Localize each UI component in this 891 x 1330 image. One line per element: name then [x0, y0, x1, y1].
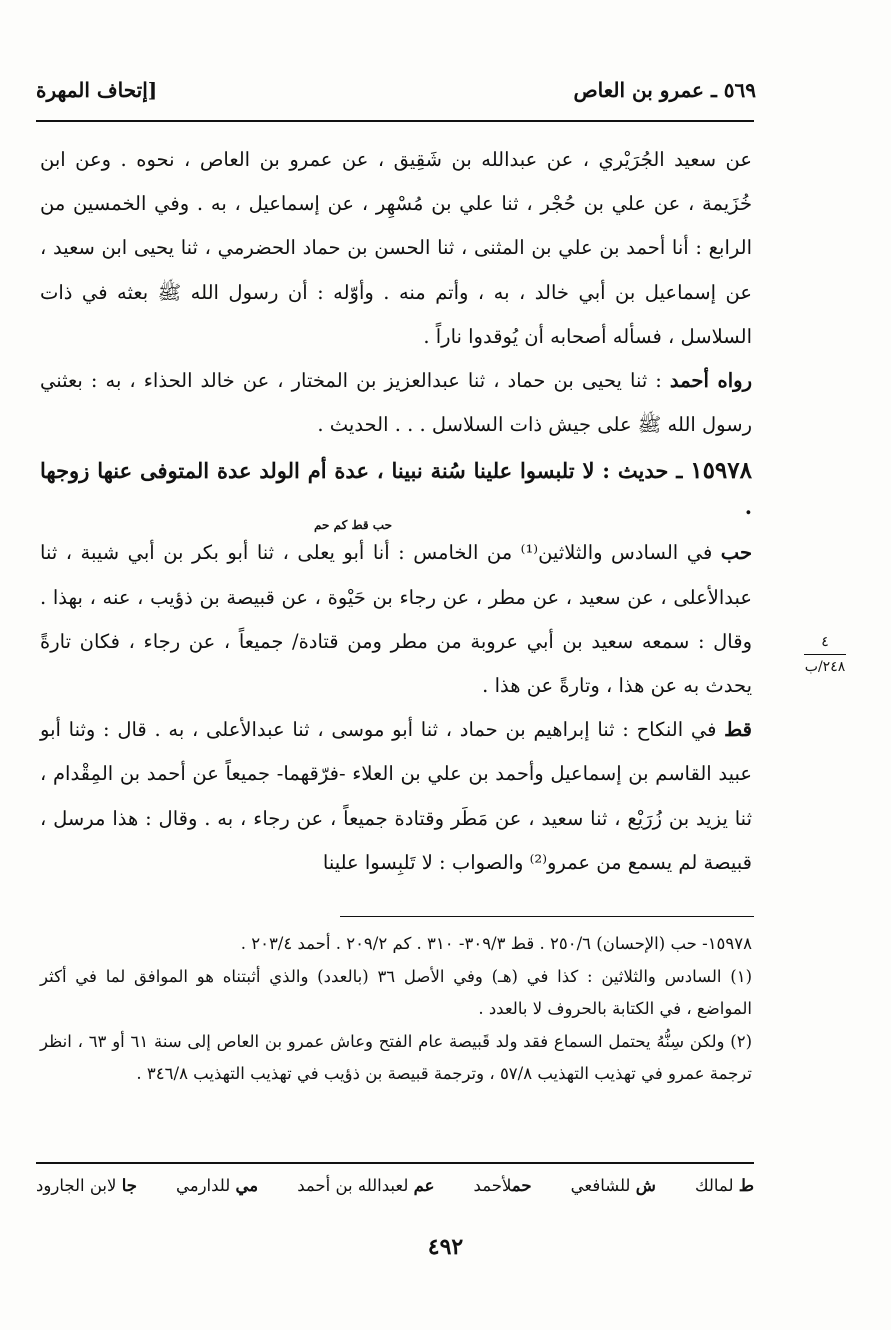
abbreviation-key	[36, 1176, 754, 1195]
margin-note	[795, 632, 855, 677]
paragraph-2-lead: رواه أحمد	[669, 369, 752, 393]
footnote-1: (١) السادس والثلاثين : كذا في (هـ) وفي الأصل ٣٦ (بالعدد) والذي أثبتناه هو الموافق لما في أكثر المواضع ، في الكتابة بالحروف لا بالعدد .	[40, 966, 753, 1018]
paragraph-3-lead: حب	[720, 541, 752, 565]
paragraph-3-text: في السادس والثلاثين⁽¹⁾ من الخامس : أنا أبو يعلى ، ثنا أبو بكر بن أبي شيبة ، ثنا عبدالأعلى ، عن سعيد ، عن مطر ، عن رجاء بن حَيْوة ، عن قبيصة بن ذؤيب ، عنه ، بهذا . وقال : سمعه سعيد بن أبي عروبة من مطر ومن قتادة/ جميعاً ، عن رجاء ، فكان تارةً يحدث به عن هذا ، وتارةً عن هذا .	[40, 541, 752, 698]
hadith-number: ١٥٩٧٨	[690, 457, 752, 485]
footnote-rule	[340, 916, 754, 917]
chapter-title: ٥٦٩ ـ عمرو بن العاص	[573, 78, 756, 102]
hadith-heading	[40, 453, 752, 531]
paragraph-4	[40, 708, 752, 885]
footnotes	[40, 928, 752, 1091]
page-number: ٤٩٢	[427, 1234, 464, 1260]
key-item: جا لابن الجارود	[36, 1176, 137, 1195]
key-item: حملأحمد	[473, 1176, 532, 1195]
paragraph-4-lead: قط	[724, 718, 752, 742]
key-item: عم لعبدالله بن أحمد	[297, 1176, 435, 1195]
header-rule	[36, 120, 754, 122]
key-rule	[36, 1162, 754, 1164]
paragraph-1: عن سعيد الجُرَيْري ، عن عبدالله بن شَقِيق ، عن عمرو بن العاص ، نحوه . وعن ابن خُزَيمة ، عن علي بن حُجْر ، ثنا علي بن مُسْهِر ، عن إسماعيل ، به . وفي الخمسين من الرابع : أنا أحمد بن علي بن المثنى ، ثنا الحسن بن حماد الحضرمي ، ثنا يحيى ابن سعيد ، عن إسماعيل بن أبي خالد ، به ، وأتم منه . وأوّله : أن رسول الله ﷺ بعثه في ذات السلاسل ، فسأله أصحابه أن يُوقدوا ناراً .	[40, 148, 752, 348]
margin-note-top: ٤	[821, 634, 829, 650]
key-item: مي للدارمي	[176, 1176, 259, 1195]
margin-note-bar	[804, 654, 846, 655]
hadith-title: ـ حديث : لا تلبسوا علينا سُنة نبينا ، عدة أم الولد عدة المتوفى عنها زوجها .	[40, 458, 752, 520]
key-item: ش للشافعي	[570, 1176, 656, 1195]
footnote-source: ١٥٩٧٨- حب (الإحسان) ٢٥٠/٦ . قط ٣٠٩/٣- ٣١٠ . كم ٢٠٩/٢ . أحمد ٢٠٣/٤ .	[240, 934, 752, 953]
paragraph-3	[40, 531, 752, 708]
footnote-2: (٢) ولكن سِنُّهُ يحتمل السماع فقد ولد قَبيصة عام الفتح وعاش عمرو بن العاص إلى سنة ٦١ أو ٦٣ ، انظر ترجمة عمرو في تهذيب التهذيب ٥٧/٨ ، وترجمة قبيصة بن ذؤيب في تهذيب التهذيب ٣٤٦/٨ .	[40, 1031, 752, 1083]
paragraph-2	[40, 359, 752, 447]
main-text	[40, 138, 752, 885]
paragraph-4-text: في النكاح : ثنا إبراهيم بن حماد ، ثنا أبو موسى ، ثنا عبدالأعلى ، به . قال : وثنا أبو عبيد القاسم بن إسماعيل وأحمد بن علي بن العلاء -فرّقهما- جميعاً عن أحمد بن المِقْدام ، ثنا يزيد بن زُرَيْع ، ثنا سعيد ، عن مَطَر وقتادة جميعاً ، عن رجاء ، به . وقال : هذا مرسل ، قبيصة لم يسمع من عمرو⁽²⁾ والصواب : لا تَلبِسوا علينا	[40, 718, 752, 874]
page-header	[36, 70, 756, 110]
book-title: [إتحاف المهرة	[36, 78, 158, 102]
key-item: ط لمالك	[694, 1176, 754, 1195]
margin-note-bottom: ٢٤٨/ب	[804, 659, 846, 675]
hadith-sigla: حب قط كم حم	[314, 518, 392, 533]
paragraph-2-text: : ثنا يحيى بن حماد ، ثنا عبدالعزيز بن المختار ، عن خالد الحذاء ، به : بعثني رسول الله ﷺ على جيش ذات السلاسل . . . الحديث .	[40, 369, 752, 437]
